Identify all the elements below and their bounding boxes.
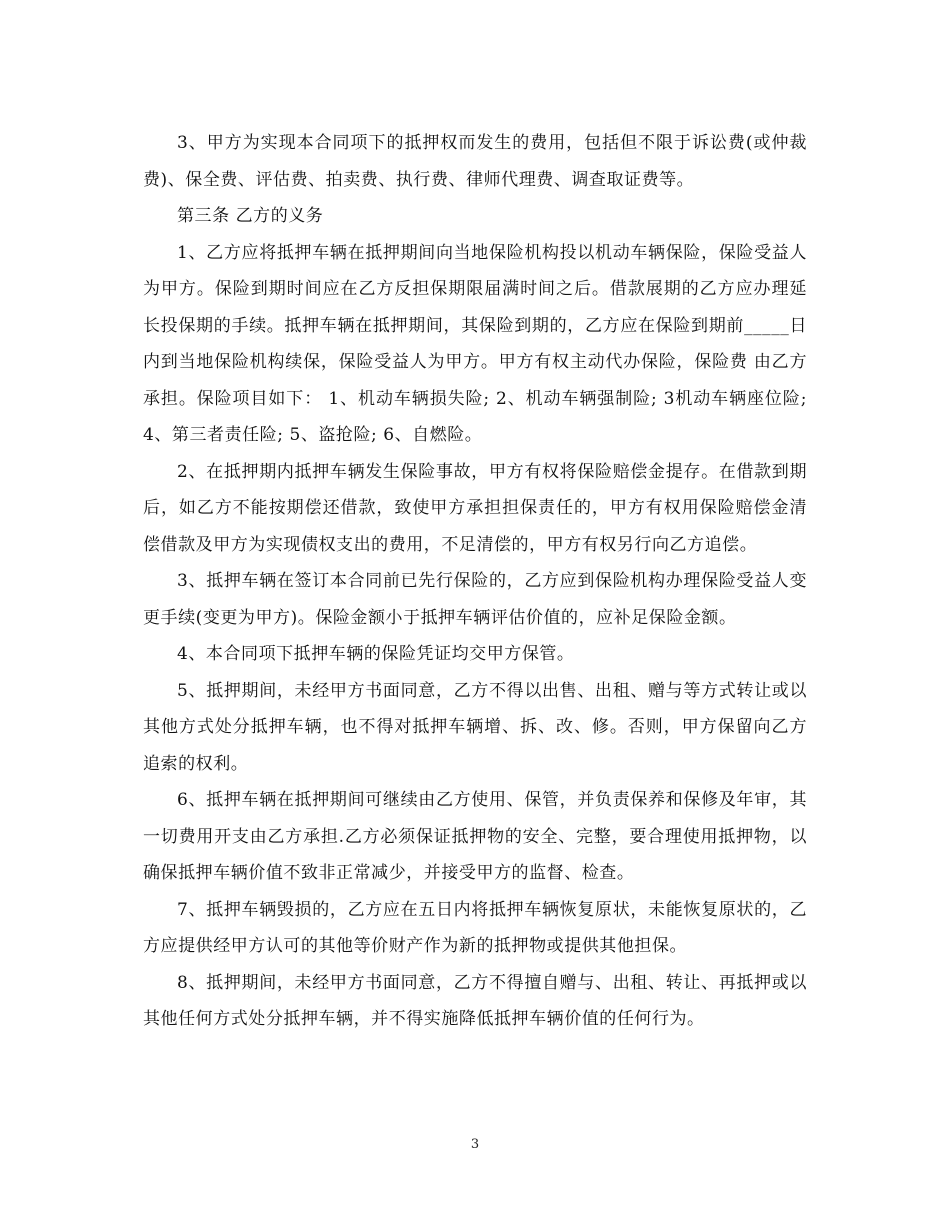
section-heading-article-3: 第三条 乙方的义务 xyxy=(177,206,324,226)
paragraph-obligation-7: 7、抵押车辆毁损的，乙方应在五日内将抵押车辆恢复原状，未能恢复原状的，乙方应提供经甲方认可的其他等价财产作为新的抵押物或提供其他担保。 xyxy=(143,899,807,956)
paragraph-clause-3-costs: 3、甲方为实现本合同项下的抵押权而发生的费用，包括但不限于诉讼费(或仲裁费)、保全费、评估费、拍卖费、执行费、律师代理费、调查取证费等。 xyxy=(143,133,807,190)
paragraph-obligation-5: 5、抵押期间，未经甲方书面同意，乙方不得以出售、出租、赠与等方式转让或以其他方式处分抵押车辆，也不得对抵押车辆增、拆、改、修。否则，甲方保留向乙方追索的权利。 xyxy=(143,680,807,774)
paragraph-obligation-4: 4、本合同项下抵押车辆的保险凭证均交甲方保管。 xyxy=(177,644,575,664)
page-number: 3 xyxy=(470,1137,480,1152)
document-body xyxy=(143,125,807,1038)
paragraph-obligation-3: 3、抵押车辆在签订本合同前已先行保险的，乙方应到保险机构办理保险受益人变更手续(变更为甲方)。保险金额小于抵押车辆评估价值的，应补足保险金额。 xyxy=(143,571,807,628)
paragraph-obligation-1: 1、乙方应将抵押车辆在抵押期间向当地保险机构投以机动车辆保险，保险受益人为甲方。保险到期时间应在乙方反担保期限届满时间之后。借款展期的乙方应办理延长投保期的手续。抵押车辆在抵押期间，其保险到期的，乙方应在保险到期前_____日内到当地保险机构续保，保险受益人为甲方。甲方有权主动代办保险，保险费 由乙方承担。保险项目如下： 1、机动车辆损失险; 2、机动车辆强制险; 3机动车辆座位险; 4、第三者责任险; 5、盗抢险; 6、自燃险。 xyxy=(143,242,807,445)
paragraph-obligation-2: 2、在抵押期内抵押车辆发生保险事故，甲方有权将保险赔偿金提存。在借款到期后，如乙方不能按期偿还借款，致使甲方承担担保责任的，甲方有权用保险赔偿金清偿借款及甲方为实现债权支出的费用，不足清偿的，甲方有权另行向乙方追偿。 xyxy=(143,461,807,555)
paragraph-obligation-8: 8、抵押期间，未经甲方书面同意，乙方不得擅自赠与、出租、转让、再抵押或以其他任何方式处分抵押车辆，并不得实施降低抵押车辆价值的任何行为。 xyxy=(143,972,807,1029)
paragraph-obligation-6: 6、抵押车辆在抵押期间可继续由乙方使用、保管，并负责保养和保修及年审，其一切费用开支由乙方承担.乙方必须保证抵押物的安全、完整，要合理使用抵押物，以确保抵押车辆价值不致非正常减少，并接受甲方的监督、检查。 xyxy=(143,790,807,883)
